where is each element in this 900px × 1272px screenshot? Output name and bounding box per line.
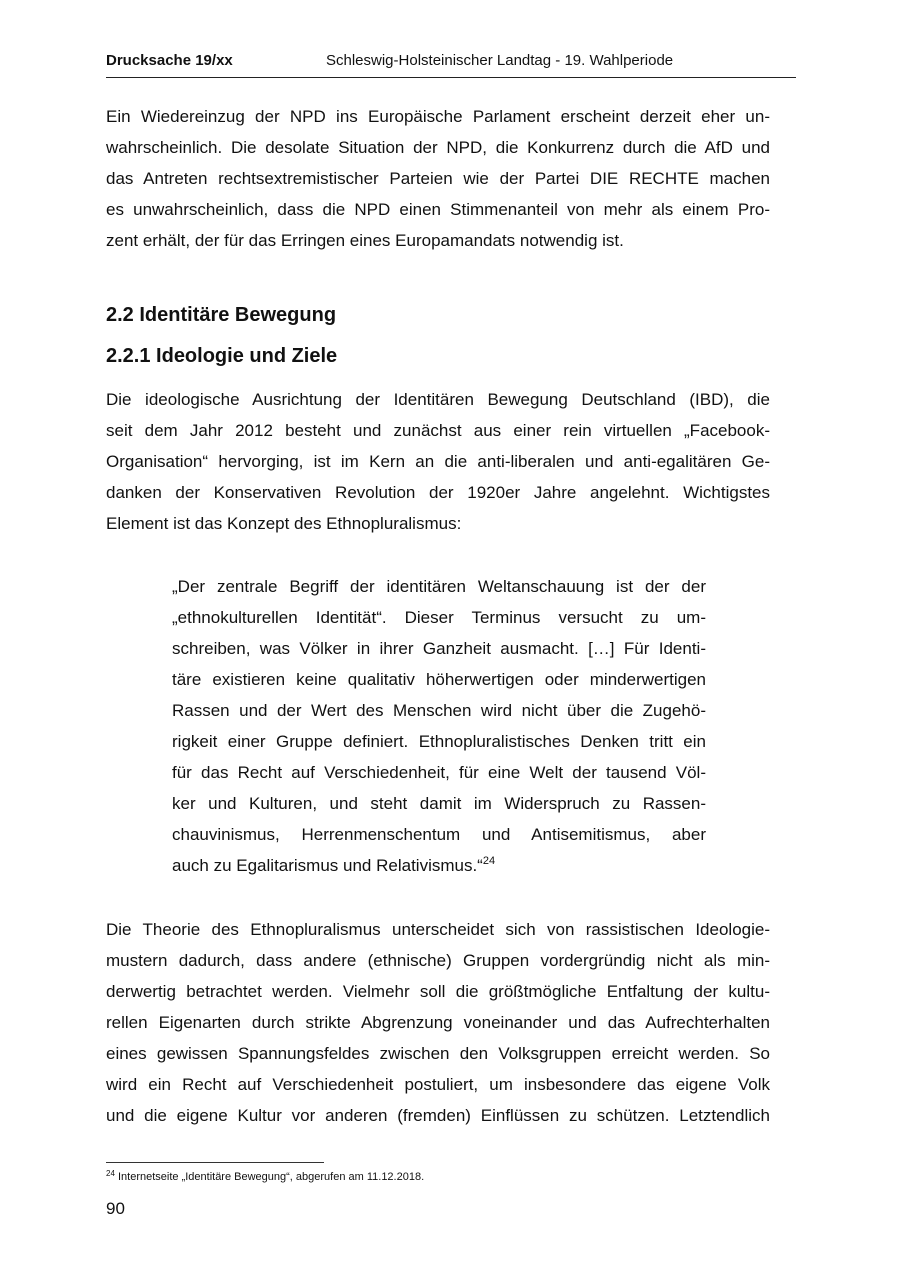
quote-line: Rassen und der Wert des Menschen wird nicht über die Zugehö-	[172, 701, 706, 720]
page-header	[106, 52, 796, 78]
subsection-heading: 2.2.1 Ideologie und Ziele	[106, 345, 338, 367]
quote-line: „Der zentrale Begriff der identitären Weltanschauung ist der der	[172, 577, 706, 596]
text-line: Organisation“ hervorging, ist im Kern an die anti-liberalen und anti-egalitären Ge-	[106, 452, 770, 471]
theory-paragraph	[106, 914, 770, 1131]
text-line: wahrscheinlich. Die desolate Situation der NPD, die Konkurrenz durch die AfD und	[106, 138, 770, 157]
quote-last-line	[172, 850, 706, 881]
footnote-text: Internetseite „Identitäre Bewegung“, abgerufen am 11.12.2018.	[117, 1171, 425, 1183]
text-line: derwertig betrachtet werden. Vielmehr soll die größtmögliche Entfaltung der kultu-	[106, 982, 770, 1001]
ideology-paragraph	[106, 384, 770, 539]
quote-line: „ethnokulturellen Identität“. Dieser Terminus versucht zu um-	[172, 608, 706, 627]
page-number: 90	[106, 1199, 125, 1218]
text-line: und die eigene Kultur vor anderen (fremden) Einflüssen zu schützen. Letztendlich	[106, 1106, 770, 1125]
text-line: Element ist das Konzept des Ethnopluralismus:	[106, 514, 462, 533]
document-number: Drucksache 19/xx	[106, 52, 233, 69]
header-title: Schleswig-Holsteinischer Landtag - 19. Wahlperiode	[326, 52, 674, 69]
quote-line-text: auch zu Egalitarismus und Relativismus.“	[172, 856, 483, 875]
footnote	[106, 1171, 424, 1183]
text-line: eines gewissen Spannungsfeldes zwischen den Volksgruppen erreicht werden. So	[106, 1044, 770, 1063]
text-line: seit dem Jahr 2012 besteht und zunächst aus einer rein virtuellen „Facebook-	[106, 421, 770, 440]
quote-line: täre existieren keine qualitativ höherwertigen oder minderwertigen	[172, 670, 706, 689]
footnote-divider	[106, 1162, 324, 1163]
text-line: Die Theorie des Ethnopluralismus unterscheidet sich von rassistischen Ideologie-	[106, 920, 770, 939]
quote-line: rigkeit einer Gruppe definiert. Ethnopluralistisches Denken tritt ein	[172, 732, 706, 751]
footnote-number: 24	[106, 1169, 115, 1178]
text-line: es unwahrscheinlich, dass die NPD einen Stimmenanteil von mehr als einem Pro-	[106, 200, 770, 219]
text-line: mustern dadurch, dass andere (ethnische) Gruppen vordergründig nicht als min-	[106, 951, 770, 970]
footnote-reference[interactable]: 24	[482, 855, 496, 867]
block-quote	[172, 571, 706, 881]
quote-line: für das Recht auf Verschiedenheit, für eine Welt der tausend Völ-	[172, 763, 706, 782]
text-line: rellen Eigenarten durch strikte Abgrenzung voneinander und das Aufrechterhalten	[106, 1013, 770, 1032]
section-heading: 2.2 Identitäre Bewegung	[106, 304, 337, 326]
quote-line: chauvinismus, Herrenmenschentum und Antisemitismus, aber	[172, 825, 706, 844]
text-line: danken der Konservativen Revolution der 1920er Jahre angelehnt. Wichtigstes	[106, 483, 770, 502]
text-line: das Antreten rechtsextremistischer Parteien wie der Partei DIE RECHTE machen	[106, 169, 770, 188]
text-line: Ein Wiedereinzug der NPD ins Europäische Parlament erscheint derzeit eher un-	[106, 107, 770, 126]
quote-line: schreiben, was Völker in ihrer Ganzheit ausmacht. […] Für Identi-	[172, 639, 706, 658]
quote-line: ker und Kulturen, und steht damit im Widerspruch zu Rassen-	[172, 794, 706, 813]
text-line: Die ideologische Ausrichtung der Identitären Bewegung Deutschland (IBD), die	[106, 390, 770, 409]
text-line: zent erhält, der für das Erringen eines Europamandats notwendig ist.	[106, 231, 624, 250]
text-line: wird ein Recht auf Verschiedenheit postuliert, um insbesondere das eigene Volk	[106, 1075, 770, 1094]
intro-paragraph	[106, 101, 770, 256]
